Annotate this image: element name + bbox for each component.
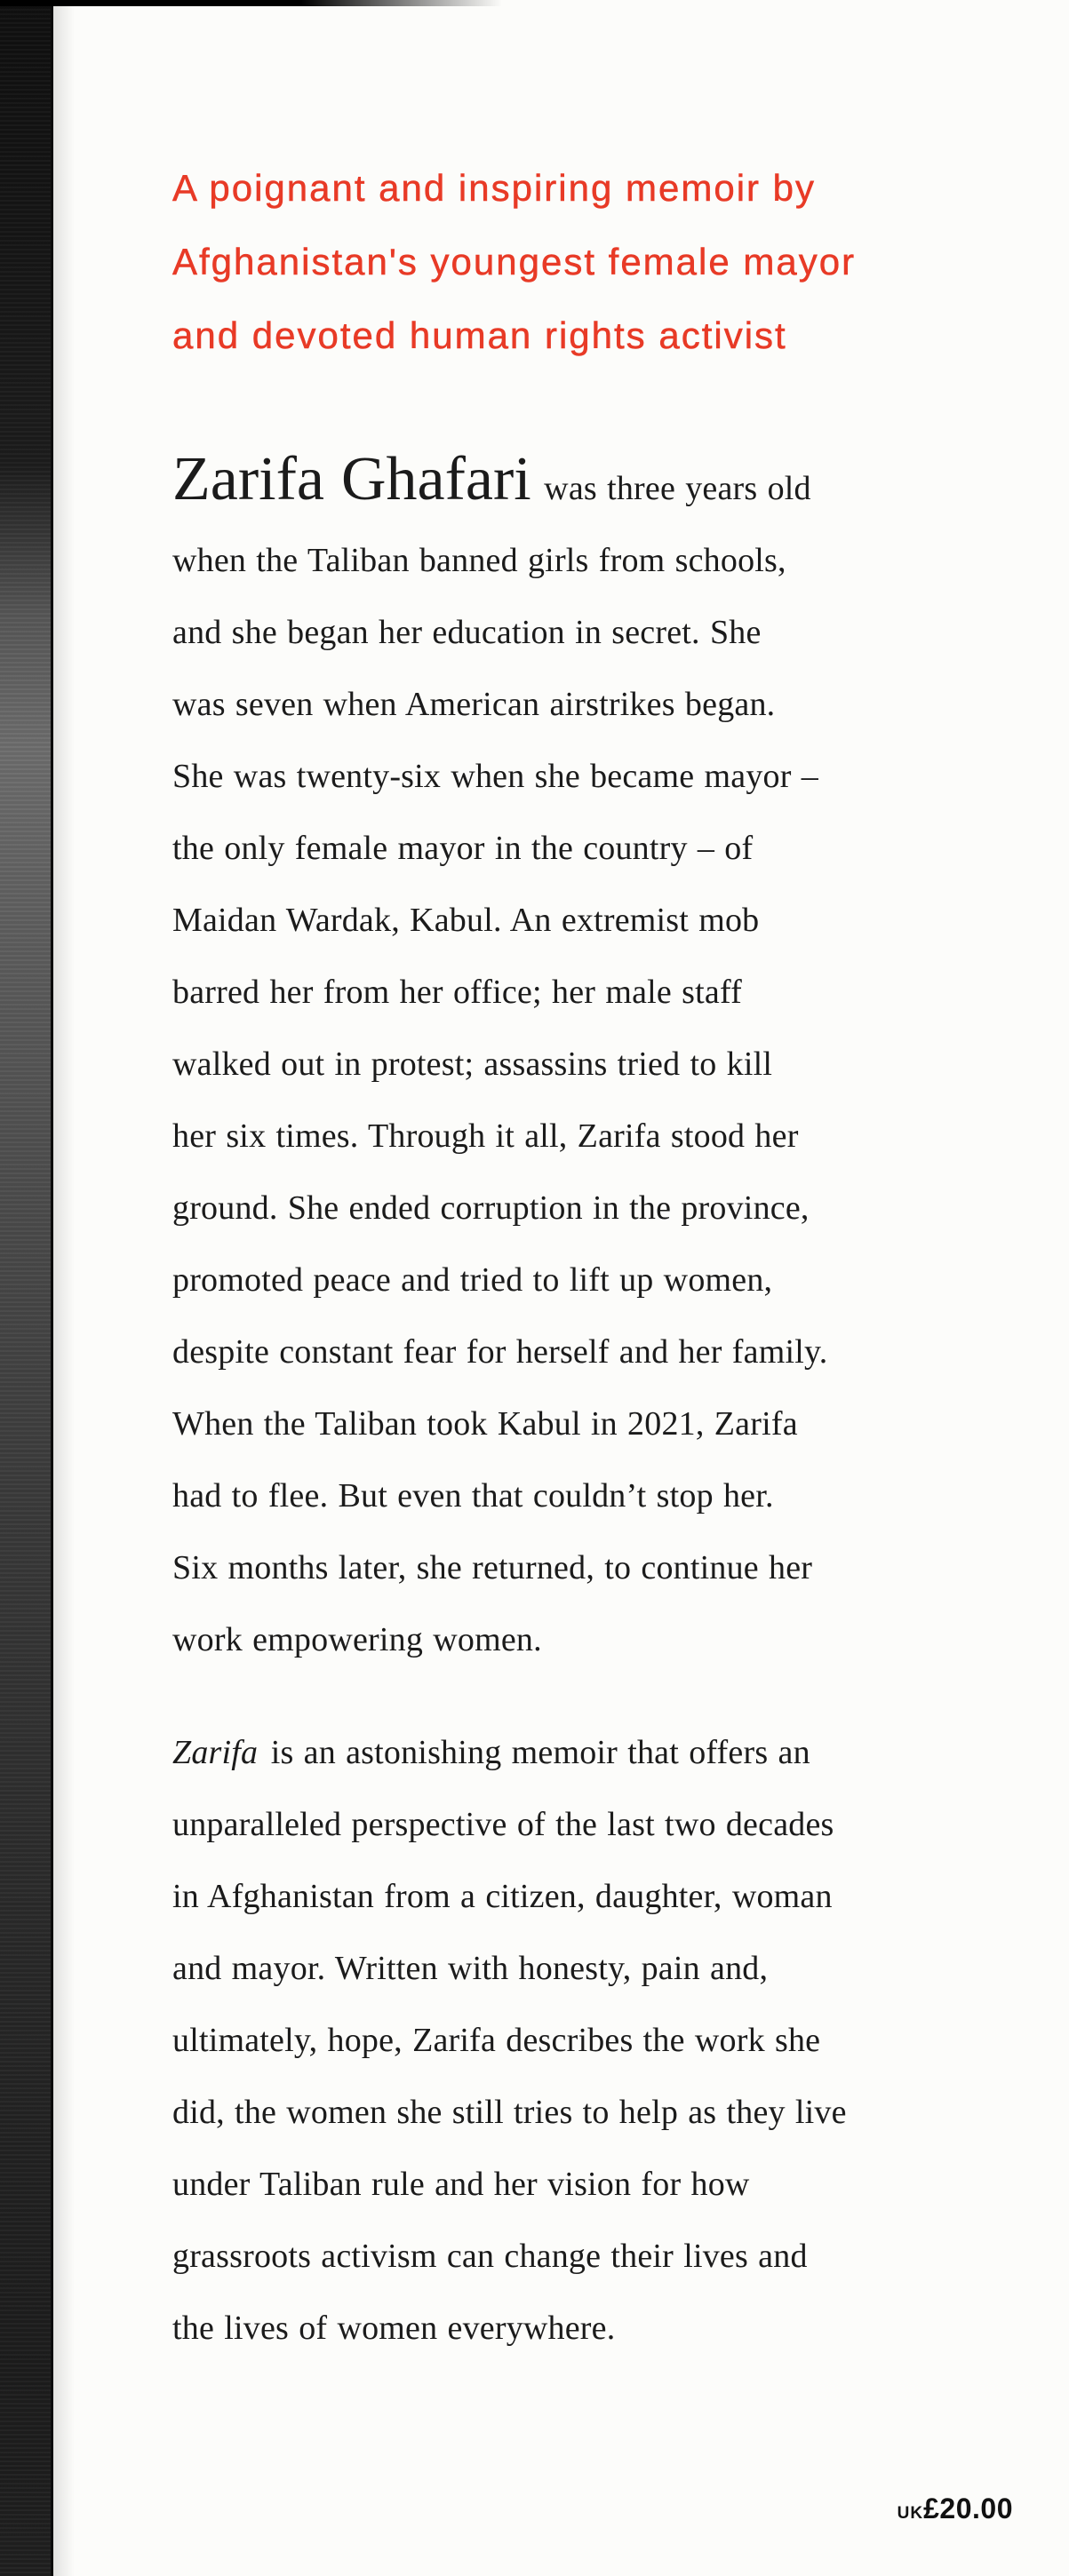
tagline-line: A poignant and inspiring memoir by: [172, 167, 817, 209]
body-line-fragment: is an astonishing memoir that offers an: [270, 1734, 810, 1771]
page-edge-shadow: [53, 0, 75, 2576]
book-title: Zarifa: [172, 1734, 259, 1771]
price-amount: £20.00: [923, 2493, 1013, 2524]
top-black-band: [0, 0, 502, 6]
body-line: barred her from her office; her male staff: [172, 974, 743, 1011]
price: [897, 2493, 1013, 2525]
body-line: her six times. Through it all, Zarifa stood her: [172, 1117, 799, 1155]
body-line: and mayor. Written with honesty, pain and,: [172, 1950, 769, 1987]
body-line: [172, 1717, 1008, 1789]
body-line: and she began her education in secret. She: [172, 614, 762, 651]
body-line: despite constant fear for herself and her family.: [172, 1333, 828, 1371]
tagline-line: and devoted human rights activist: [172, 314, 787, 356]
body-line: ultimately, hope, Zarifa describes the work she: [172, 2022, 821, 2059]
body-line: was seven when American airstrikes began.: [172, 686, 776, 723]
body-line-fragment: was three years old: [544, 470, 811, 507]
tagline-line: Afghanistan's youngest female mayor: [172, 241, 857, 282]
body-line: She was twenty-six when she became mayor –: [172, 758, 818, 795]
body-line: promoted peace and tried to lift up women,: [172, 1261, 773, 1299]
body-line: Maidan Wardak, Kabul. An extremist mob: [172, 902, 760, 939]
body-line: when the Taliban banned girls from schools,: [172, 542, 786, 579]
blurb-paragraph-1: [172, 445, 1008, 1676]
body-line: had to flee. But even that couldn’t stop her.: [172, 1477, 774, 1515]
body-line: Six months later, she returned, to continue her: [172, 1549, 813, 1586]
body-line: grassroots activism can change their lives and: [172, 2238, 808, 2275]
body-line: the lives of women everywhere.: [172, 2310, 616, 2347]
body-line: under Taliban rule and her vision for how: [172, 2166, 750, 2203]
body-line: work empowering women.: [172, 1621, 542, 1658]
body-line: did, the women she still tries to help as they live: [172, 2094, 847, 2131]
body-line: the only female mayor in the country – of: [172, 830, 754, 867]
body-line: unparalleled perspective of the last two decades: [172, 1806, 834, 1843]
body-line: in Afghanistan from a citizen, daughter, woman: [172, 1878, 833, 1915]
body-line: When the Taliban took Kabul in 2021, Zarifa: [172, 1405, 798, 1443]
blurb-paragraph-2: [172, 1717, 1008, 2365]
author-name: Zarifa Ghafari: [172, 445, 531, 513]
price-region-label: UK: [897, 2504, 924, 2523]
body-line: ground. She ended corruption in the province,: [172, 1189, 810, 1227]
tagline: [172, 151, 1025, 372]
spine-cloth-strip: [0, 0, 53, 2576]
body-line: walked out in protest; assassins tried to kill: [172, 1046, 773, 1083]
body-line: [172, 445, 1008, 525]
